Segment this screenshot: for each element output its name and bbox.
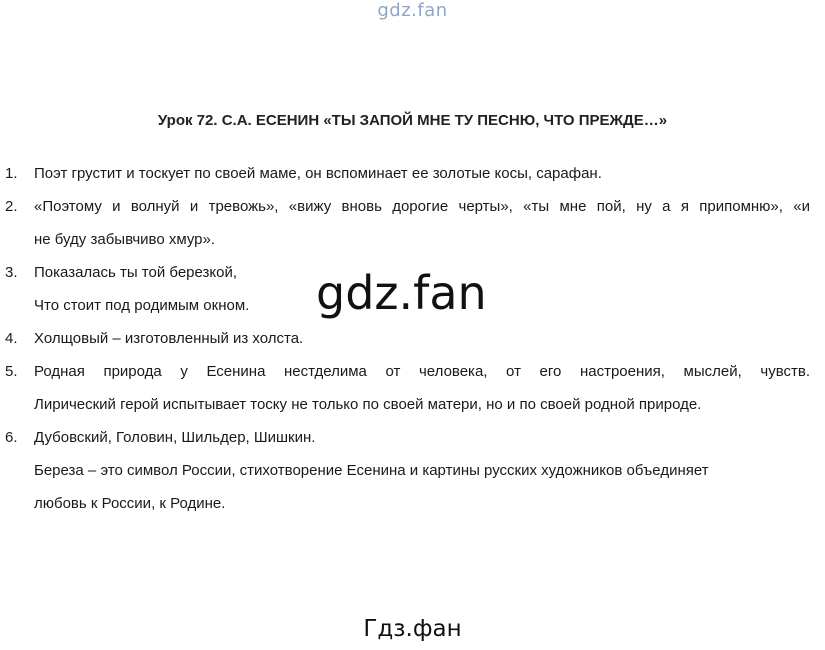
item-text: Лирический герой испытывает тоску не только по своей матери, но и по своей родной природе. [34,396,702,413]
item-text: Поэт грустит и тоскует по своей маме, он вспоминает ее золотые косы, сарафан. [34,165,602,182]
answer-item-2 [5,190,810,256]
bottom-watermark: Гдз.фан [363,616,462,642]
item-text: «Поэтому и волнуй и тревожь», «вижу вновь дорогие черты», «ты мне пой, ну а я припомню», «и [34,198,810,215]
item-number: 2. [5,198,18,215]
answer-item-1 [5,157,810,190]
item-number: 6. [5,429,18,446]
item-number: 4. [5,330,18,347]
item-text: Береза – это символ России, стихотворение Есенина и картины русских художников объединяет [34,462,709,479]
item-number: 5. [5,363,18,380]
answer-list [5,157,810,520]
answer-item-5 [5,355,810,421]
item-text: Дубовский, Головин, Шильдер, Шишкин. [34,429,316,446]
item-text: не буду забывчиво хмур». [34,231,216,248]
item-number: 1. [5,165,18,182]
item-text: Родная природа у Есенина нестделима от человека, от его настроения, мыслей, чувств. [34,363,810,380]
item-text: любовь к России, к Родине. [34,495,226,512]
item-text: Показалась ты той березкой, [34,264,238,281]
top-watermark: gdz.fan [377,0,448,21]
item-text: Холщовый – изготовленный из холста. [34,330,304,347]
lesson-title: Урок 72. С.А. ЕСЕНИН «ТЫ ЗАПОЙ МНЕ ТУ ПЕСНЮ, ЧТО ПРЕЖДЕ…» [157,112,668,129]
center-watermark: gdz.fan [316,266,487,320]
item-text: Что стоит под родимым окном. [34,297,250,314]
answer-item-6 [5,421,810,520]
item-number: 3. [5,264,18,281]
answer-item-4 [5,322,810,355]
